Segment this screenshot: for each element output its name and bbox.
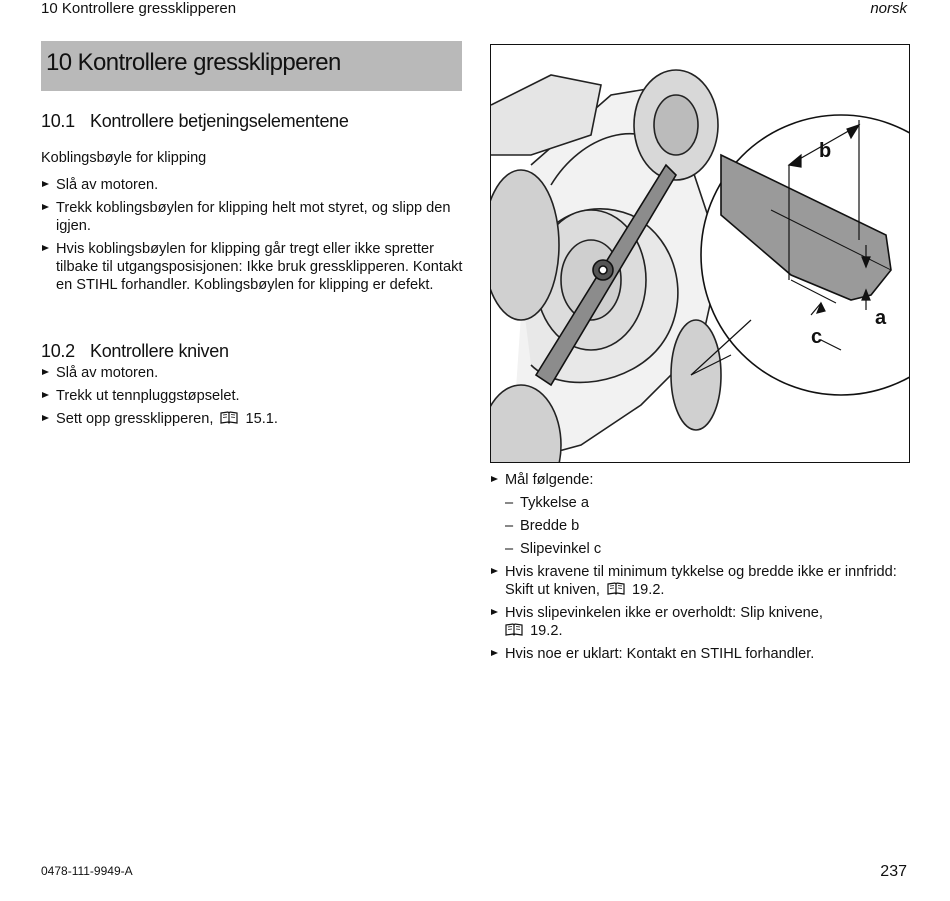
chapter-title: 10 Kontrollere gressklipperen <box>46 49 341 76</box>
book-icon <box>505 623 523 636</box>
label-b: b <box>819 140 832 162</box>
blade-inspection-figure <box>490 44 910 463</box>
document-number: 0478-111-9949-A <box>41 864 133 878</box>
subheading-clutch-lever: Koblingsbøyle for klipping <box>41 150 207 166</box>
sub-list-item: – Slipevinkel c <box>505 540 910 558</box>
list-item <box>41 410 466 428</box>
book-icon <box>220 411 238 424</box>
sub-list <box>505 494 910 558</box>
section-heading-10-1 <box>41 111 349 132</box>
list-item-text: Hvis slipevinkelen ikke er overholdt: Slip knivene, <box>505 605 823 621</box>
bullet-list-10-2 <box>41 364 466 433</box>
lawnmower-blade-illustration <box>491 45 910 463</box>
list-item: Slå av motoren. <box>41 176 466 194</box>
list-item <box>490 563 910 599</box>
list-item: Slå av motoren. <box>41 364 466 382</box>
list-item: Hvis noe er uklart: Kontakt en STIHL forhandler. <box>490 645 910 663</box>
section-title: Kontrollere kniven <box>90 341 229 361</box>
list-item: Hvis koblingsbøylen for klipping går tregt eller ikke spretter tilbake til utgangsposisjonen: Ikke bruk gressklipperen. Kontakt en STIHL forhandler. Koblingsbøylen for klipping er defekt. <box>41 240 466 294</box>
section-number: 10.1 <box>41 111 75 131</box>
book-icon <box>607 582 625 595</box>
page-number: 237 <box>880 863 907 880</box>
list-item-text: Mål følgende: <box>505 472 594 488</box>
section-number: 10.2 <box>41 341 75 361</box>
bullet-list-measure <box>490 471 910 668</box>
page-reference: 15.1. <box>245 411 278 427</box>
bullet-list-10-1 <box>41 176 466 299</box>
list-item <box>490 604 910 640</box>
running-header-chapter: 10 Kontrollere gressklipperen <box>41 0 237 17</box>
sub-list-item: – Bredde b <box>505 517 910 535</box>
list-item: Trekk koblingsbøylen for klipping helt mot styret, og slipp den igjen. <box>41 199 466 235</box>
list-item-text: Sett opp gressklipperen, <box>56 411 214 427</box>
section-title: Kontrollere betjeningselementene <box>90 111 349 131</box>
list-item-text: Hvis kravene til minimum tykkelse og bredde ikke er innfridd: Skift ut kniven, <box>505 564 897 598</box>
sub-list-item: – Tykkelse a <box>505 494 910 512</box>
running-header-language: norsk <box>870 0 907 17</box>
label-c: c <box>811 326 823 348</box>
section-heading-10-2 <box>41 341 229 362</box>
label-a: a <box>875 307 887 329</box>
chapter-title-box <box>41 41 462 91</box>
list-item: Trekk ut tennpluggstøpselet. <box>41 387 466 405</box>
list-item <box>490 471 910 558</box>
page-reference: 19.2. <box>632 582 665 598</box>
page-reference: 19.2. <box>530 623 563 639</box>
